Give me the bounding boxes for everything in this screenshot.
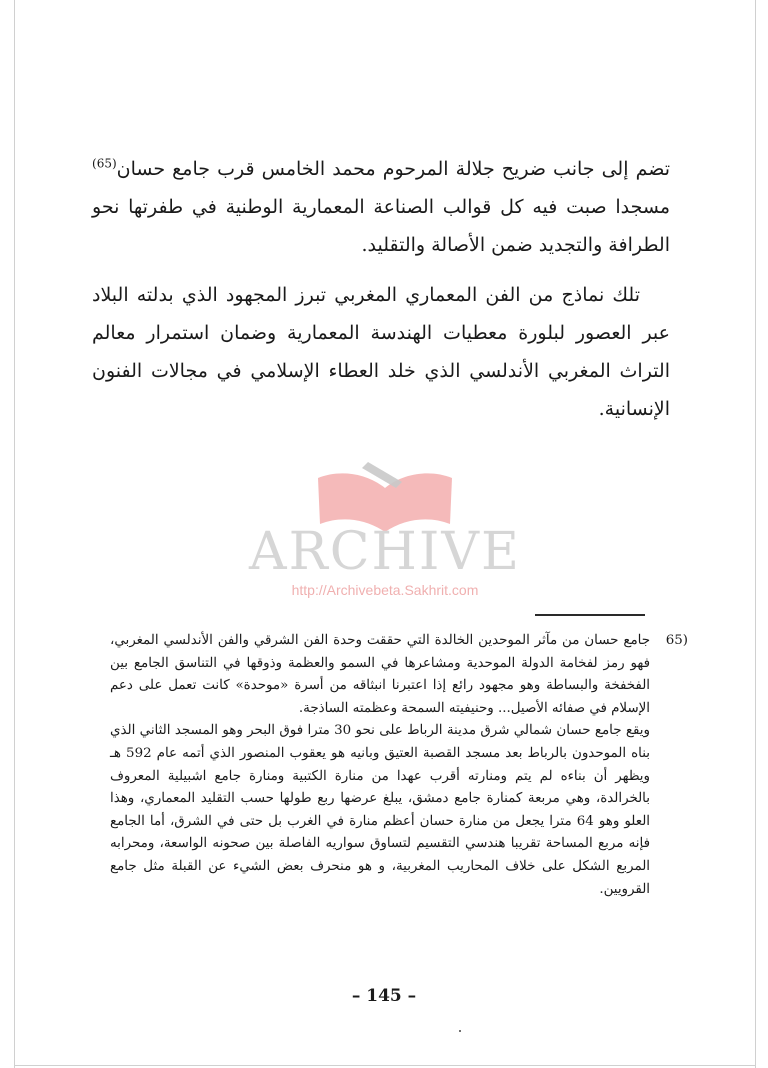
footnote-number: 65): [665, 633, 688, 648]
footnote-paragraph-2: ويقع جامع حسان شمالي شرق مدينة الرباط على نحو 30 مترا فوق البحر وهو المسجد الثاني الذي بناه الموحدون بالرباط بعد مسجد القصبة العتيق وبانيه هو يعقوب المنصور الذي أتمه عام 592 هـ ويظهر أن بناءه لم يتم ومنارته أقرب عهدا من منارة الكتبية ومنارة جامع اشبيلية المعروف بالخرالدة، وهي مربعة كمنارة جامع دمشق، يبلغ عرضها ربع طولها حسب التقليد المعماري، وهذا العلو وهو 64 مترا يجعل من منارة حسان أعظم منارة في الغرب بل حتى في الشرق، أما الجامع فإنه مربع المساحة تقريبا هندسي التقسيم لتساوق سواريه الفاصلة بين صحونه الواسعة، ومحرابه المربع الشكل على خلاف المحاريب المغربية، و هو منحرف بعض الشيء عن القبلة مثل جامع القرويين.: [110, 723, 650, 897]
footnotes: [110, 630, 688, 901]
page-border-right: [755, 0, 756, 1068]
page-border-bottom: [14, 1065, 756, 1066]
body-paragraph-1-continuation: مسجدا صبت فيه كل قوالب الصناعة المعمارية الوطنية في طفرتها نحو الطرافة والتجديد ضمن الأصالة والتقليد.: [92, 196, 670, 256]
body-paragraph-1: [92, 150, 670, 264]
footnote-paragraph-1: جامع حسان من مآثر الموحدين الخالدة التي حققت وحدة الفن الشرقي والفن الأندلسي المغربي، فهو رمز لفخامة الدولة الموحدية ومشاعرها في السمو والعظمة وذوقها في التناسق الجامع بين الفخفخة والبساطة وهو مجهود رائع إذا اعتبرنا انبثاقه من أسرة «موحدة» كانت تعمل على دعم الإسلام في صفائه الأصيل... وحنيفيته السمحة وعظمته الساذجة.: [110, 633, 650, 716]
page-border-left: [14, 0, 15, 1068]
watermark-url[interactable]: http://Archivebeta.Sakhrit.com: [291, 582, 479, 598]
archive-watermark: [230, 450, 540, 610]
watermark-title: ARCHIVE: [249, 522, 521, 582]
footnote-separator: [535, 614, 645, 616]
body-paragraph-1-start: تضم إلى جانب ضريح جلالة المرحوم محمد الخامس قرب جامع حسان: [116, 158, 670, 180]
scan-speck: [459, 1030, 461, 1032]
footnote-65: [110, 630, 688, 720]
footnote-reference[interactable]: (65): [92, 156, 117, 171]
main-text: [92, 150, 670, 440]
body-paragraph-2: تلك نماذج من الفن المعماري المغربي تبرز المجهود الذي بدلته البلاد عبر العصور لبلورة معطيات الهندسة المعمارية وضمان استمرار معالم التراث المغربي الأندلسي الذي خلد العطاء الإسلامي في مجالات الفنون الإنسانية.: [92, 284, 670, 420]
page-number: – 145 –: [351, 986, 417, 1006]
